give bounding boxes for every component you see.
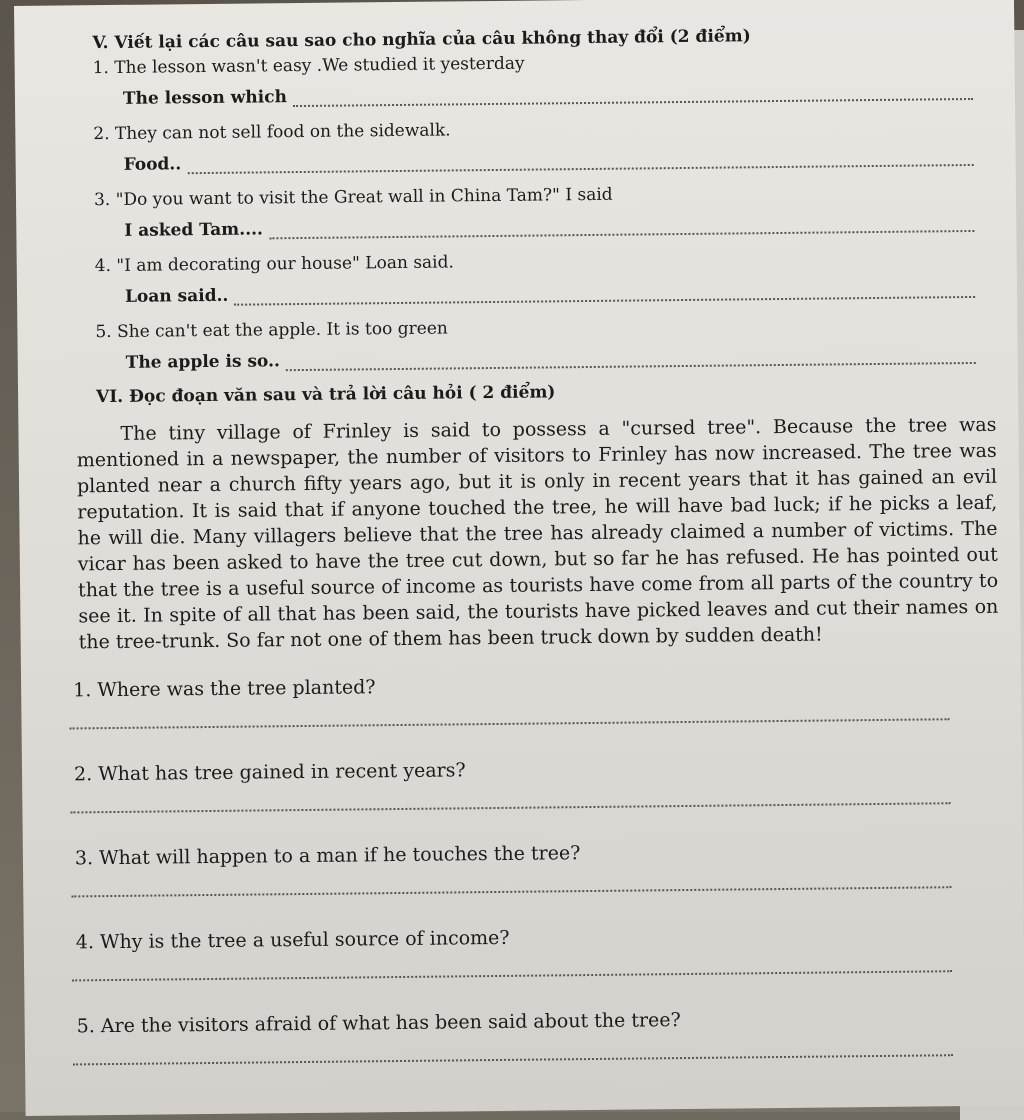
worksheet-content bbox=[73, 24, 999, 1097]
rewrite-question-1: 1. The lesson wasn't easy .We studied it yesterday bbox=[92, 53, 525, 79]
reading-passage: The tiny village of Frinley is said to possess a "cursed tree". Because the tree was mentioned in a newspaper, the number of visitors to Frinley has now increased. The tree was planted near a church fifty years ago, but it is only in recent years that it has gained an evil reputation. It is said that if anyone touched the tree, he will have bad luck; if he picks a leaf, he will die. Many villagers believe that the tree has already claimed a number of victims. The vicar has been asked to have the tree cut down, but so far he has refused. He has pointed out that the tree is a useful source of income as tourists have come from all parts of the country to see it. In spite of all that has been said, the tourists have picked leaves and cut their names on the tree-trunk. So far not one of them has been truck down by sudden death! bbox=[76, 413, 999, 654]
rewrite-question-3: 3. "Do you want to visit the Great wall in China Tam?" I said bbox=[93, 184, 613, 211]
answer-lead-1: The lesson which bbox=[122, 87, 288, 109]
reading-question-1: 1. Where was the tree planted? bbox=[73, 676, 376, 702]
answer-line-1[interactable] bbox=[293, 82, 973, 107]
answer-lead-4: Loan said.. bbox=[124, 285, 229, 307]
rewrite-answer-2[interactable] bbox=[124, 142, 974, 175]
rewrite-question-4: 4. "I am decorating our house" Loan said. bbox=[94, 252, 454, 277]
rewrite-answer-5[interactable] bbox=[126, 340, 976, 373]
section-6-title: VI. Đọc đoạn văn sau và trả lời câu hỏi ( 2 điểm) bbox=[95, 382, 556, 408]
rewrite-answer-3[interactable] bbox=[124, 208, 974, 241]
worksheet-page bbox=[14, 0, 1024, 1116]
rewrite-question-2: 2. They can not sell food on the sidewalk. bbox=[93, 120, 451, 145]
answer-lead-3: I asked Tam.... bbox=[124, 219, 264, 241]
rewrite-question-5: 5. She can't eat the apple. It is too green bbox=[95, 318, 448, 343]
reading-question-4: 4. Why is the tree a useful source of income? bbox=[75, 926, 510, 954]
section-5-title: V. Viết lại các câu sau sao cho nghĩa của câu không thay đổi (2 điểm) bbox=[92, 26, 751, 54]
answer-lead-2: Food.. bbox=[123, 154, 182, 175]
reading-question-3: 3. What will happen to a man if he touches the tree? bbox=[74, 842, 581, 870]
answer-line-3[interactable] bbox=[269, 214, 975, 239]
answer-line-5[interactable] bbox=[286, 346, 976, 371]
answer-lead-5: The apple is so.. bbox=[125, 351, 280, 373]
rewrite-answer-4[interactable] bbox=[125, 274, 975, 307]
rewrite-answer-1[interactable] bbox=[123, 76, 973, 109]
reading-question-2: 2. What has tree gained in recent years? bbox=[73, 759, 466, 786]
reading-question-5: 5. Are the visitors afraid of what has been said about the tree? bbox=[76, 1009, 681, 1038]
answer-line-2[interactable] bbox=[187, 148, 974, 174]
answer-line-4[interactable] bbox=[234, 280, 975, 306]
